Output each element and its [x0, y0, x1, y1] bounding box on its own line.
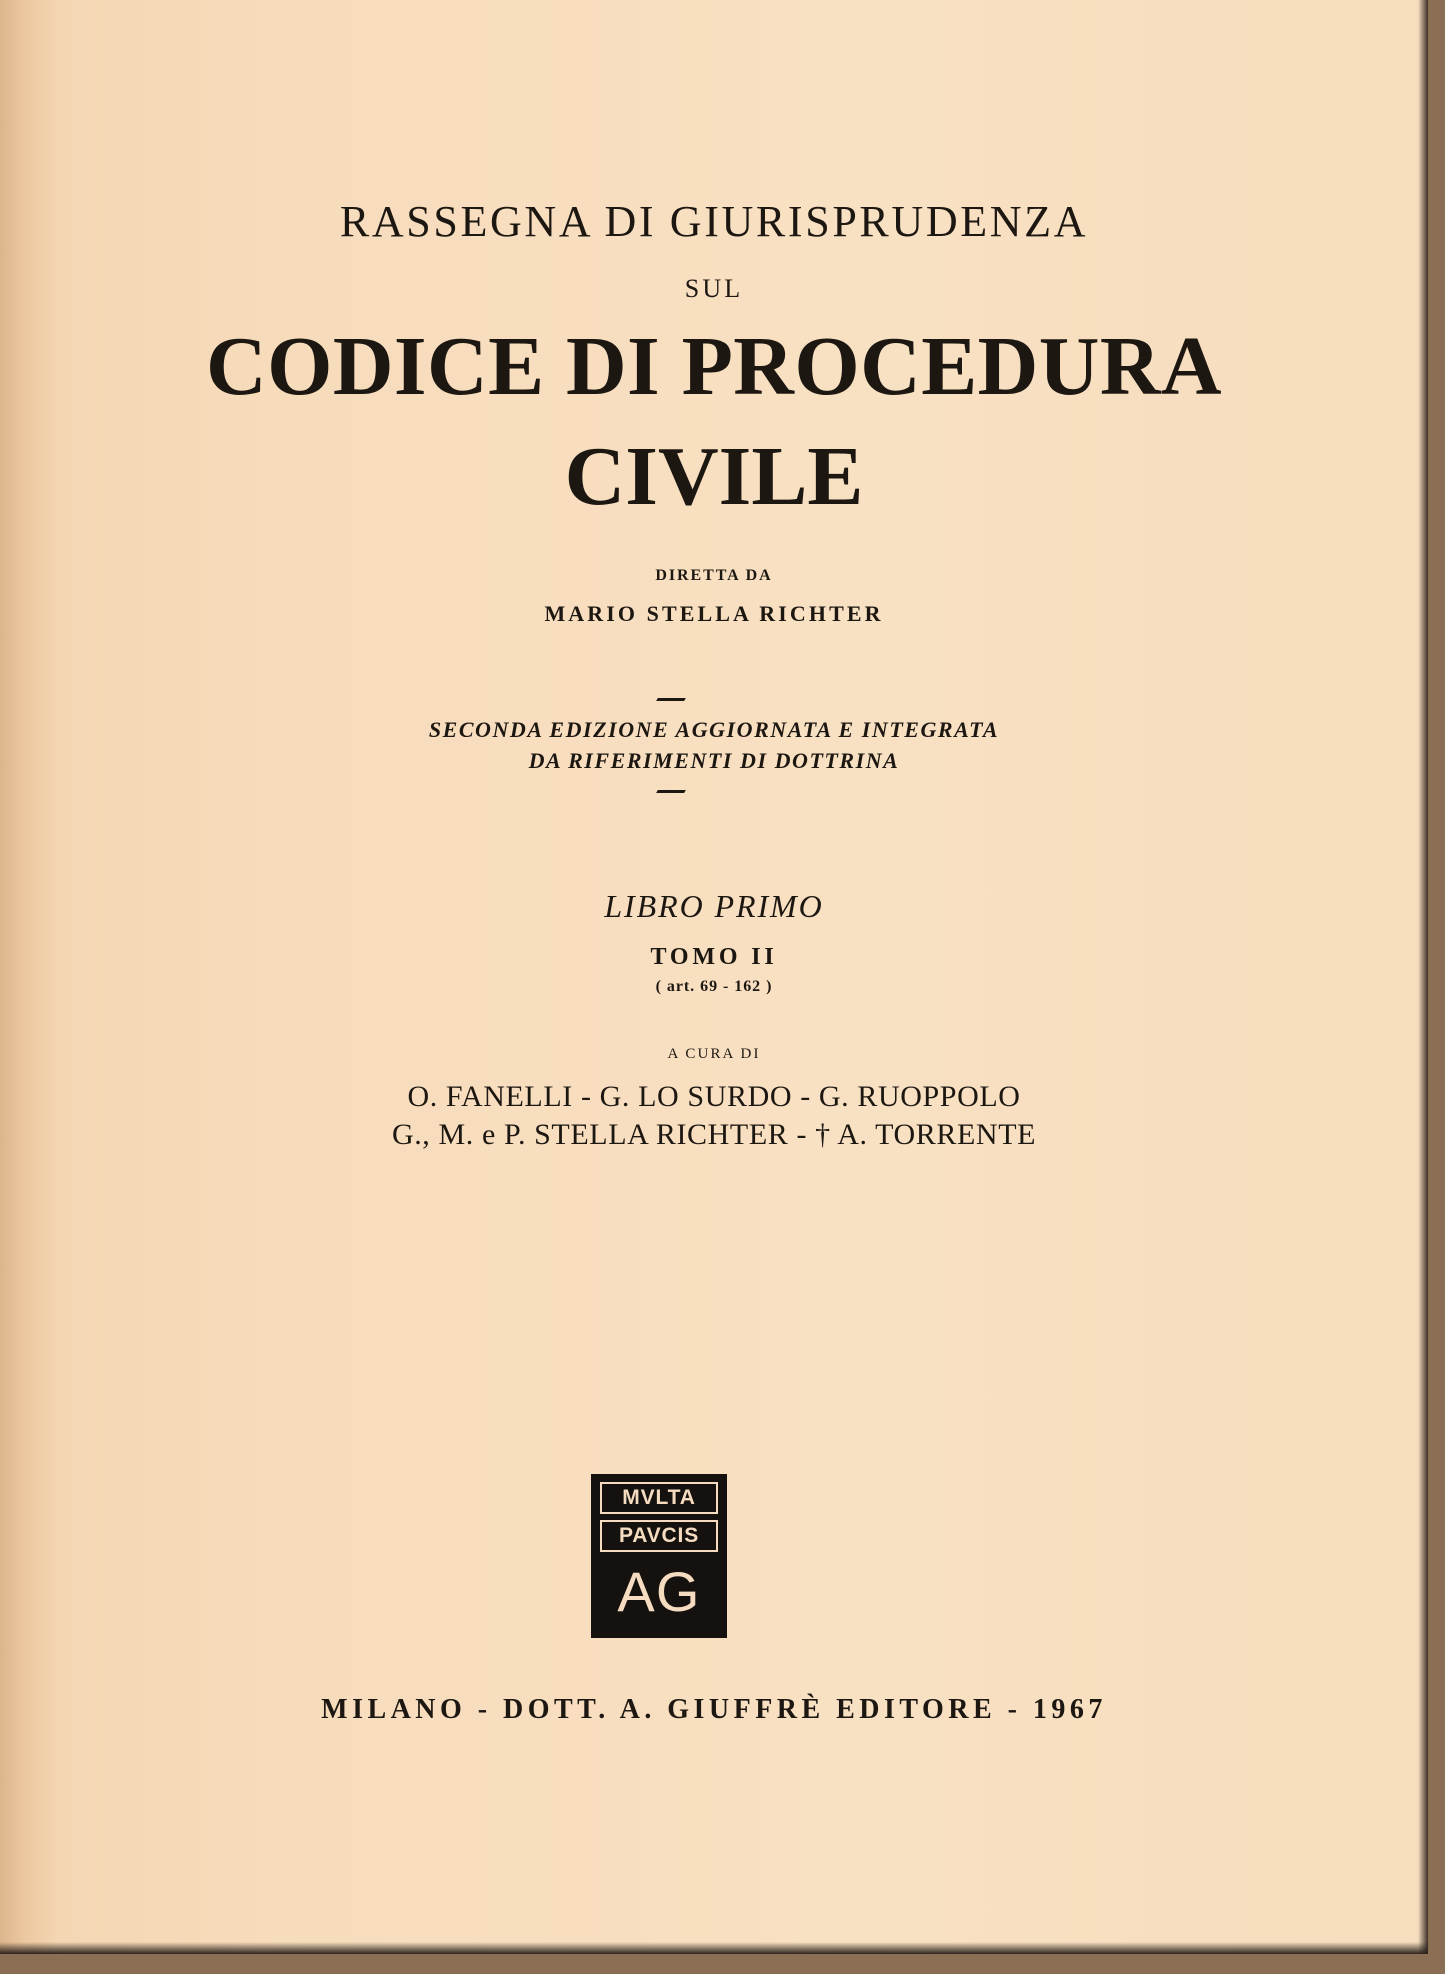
- emblem-text-multa: MVLTA: [600, 1482, 718, 1514]
- edition-note-line2: DA RIFERIMENTI DI DOTTRINA: [528, 748, 900, 773]
- edited-by-label: A CURA DI: [667, 1046, 761, 1062]
- tome-number: TOMO II: [650, 944, 778, 970]
- main-title: CODICE DI PROCEDURA: [205, 320, 1223, 413]
- publisher-imprint: MILANO - DOTT. A. GIUFFRÈ EDITORE - 1967: [321, 1694, 1107, 1725]
- page-bottom-edge: [0, 1942, 1428, 1954]
- directed-by-label: DIRETTA DA: [655, 567, 773, 584]
- director-name: MARIO STELLA RICHTER: [544, 601, 884, 626]
- page-right-edge: [1418, 0, 1428, 1954]
- editors-line1: O. FANELLI - G. LO SURDO - G. RUOPPOLO: [407, 1080, 1021, 1113]
- emblem-monogram: AG: [617, 1560, 701, 1623]
- ornamental-dash-top: [656, 698, 686, 701]
- series-title-connector: SUL: [684, 274, 744, 303]
- book-number: LIBRO PRIMO: [604, 888, 824, 924]
- publisher-emblem-icon: [591, 1474, 727, 1638]
- editors-line2: G., M. e P. STELLA RICHTER - † A. TORRENTE: [391, 1118, 1037, 1151]
- edition-note-line1: SECONDA EDIZIONE AGGIORNATA E INTEGRATA: [428, 717, 1000, 742]
- main-title-continued: CIVILE: [564, 430, 864, 523]
- emblem-text-paucis: PAVCIS: [600, 1520, 718, 1552]
- article-range: ( art. 69 - 162 ): [655, 978, 773, 995]
- series-title: RASSEGNA DI GIURISPRUDENZA: [339, 197, 1089, 246]
- ornamental-dash-bottom: [656, 790, 686, 793]
